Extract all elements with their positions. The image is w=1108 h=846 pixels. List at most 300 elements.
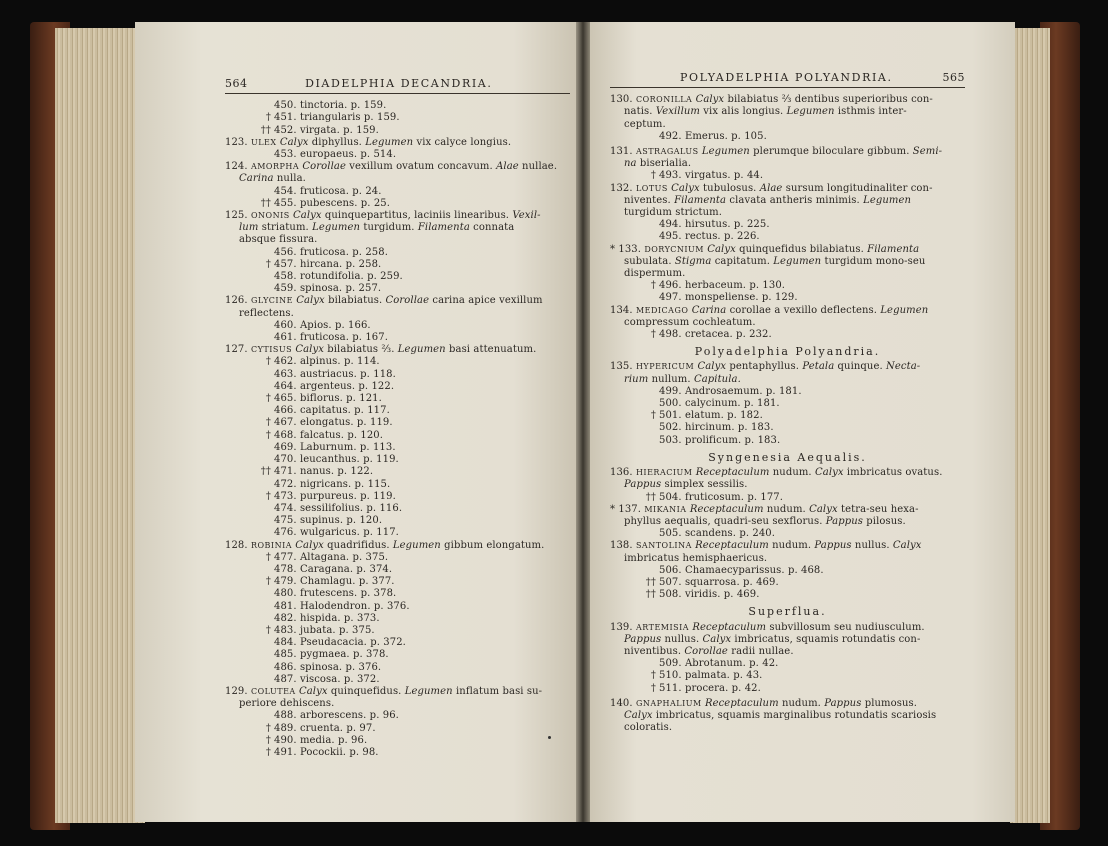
description-line [610,374,965,386]
text-run: nudum. [768,540,815,552]
text-run: inflatum basi su- [452,685,543,697]
description-line [225,173,570,185]
species-line [610,280,965,292]
species-text: 460. Apios. p. 166. [274,319,371,331]
ink-spot [548,736,551,739]
marker: †† [260,197,271,209]
genus-entry [225,295,570,307]
species-text: 476. wulgaricus. p. 117. [274,527,399,539]
italic-term: Legumen [786,106,835,118]
species-line [225,674,570,686]
species-line [225,564,570,576]
species-text: 483. jubata. p. 375. [274,624,375,636]
genus-entry [610,698,965,710]
italic-term: Calyx [279,136,309,148]
species-line [610,589,965,601]
italic-term: Receptaculum [689,503,764,515]
species-text: 487. viscosa. p. 372. [274,673,380,685]
species-text: 451. triangularis p. 159. [274,112,400,124]
genus-entry [225,686,570,698]
species-line [225,417,570,429]
text-run: quinquefidus. [327,685,405,697]
italic-term: Calyx [671,182,700,194]
marker: † [265,746,271,758]
marker: †† [645,589,656,601]
text-run: plumosus. [861,697,918,709]
italic-term: Calyx [295,539,324,551]
entry-number: 140. [610,697,636,709]
text-run: basi attenuatum. [445,344,537,356]
species-text: 493. virgatus. p. 44. [659,170,764,182]
description-line [610,317,965,329]
species-line [225,405,570,417]
italic-term: Legumen [863,194,912,206]
italic-term: Calyx [298,685,328,697]
text-run: nulla. [273,173,306,185]
italic-term: Legumen [365,136,414,148]
species-text: 472. nigricans. p. 115. [274,478,391,490]
description-line [610,268,965,280]
species-line [225,259,570,271]
italic-term: Receptaculum [695,467,770,479]
italic-term: Legumen [312,222,361,234]
species-line [610,658,965,670]
italic-term: Receptaculum [695,540,769,552]
text-run: quinque. [834,361,887,373]
text-run: subulata. [624,255,675,267]
entry-number: 127. [225,344,251,356]
marker: †† [645,576,656,588]
species-text: 496. herbaceum. p. 130. [659,280,786,292]
species-line [610,329,965,341]
text-run: imbricatus hemisphaericus. [624,552,768,564]
page-number: 564 [225,77,248,90]
right-page-body [610,94,965,734]
text-run: corollae a vexillo deflectens. [726,304,881,316]
species-text: 505. scandens. p. 240. [659,528,776,540]
book-gutter [576,22,590,822]
species-text: 469. Laburnum. p. 113. [274,441,396,453]
genus-entry [610,540,965,552]
species-line [225,552,570,564]
species-line [225,393,570,405]
italic-term: Receptaculum [704,697,779,709]
text-run: clavata antheris minimis. [726,194,864,206]
text-run: vix alis longius. [700,106,787,118]
right-page-edges [1010,28,1050,823]
description-line [610,158,965,170]
species-text: 491. Pocockii. p. 98. [274,746,379,758]
left-page-text [225,78,570,759]
text-run: quinquepartitus, laciniis linearibus. [321,210,513,222]
species-line [225,588,570,600]
species-text: 501. elatum. p. 182. [659,410,763,422]
species-line [225,332,570,344]
species-text: 481. Halodendron. p. 376. [274,600,410,612]
italic-term: Calyx [892,540,922,552]
species-text: 511. procera. p. 42. [659,682,761,694]
text-run: reflectens. [239,307,294,319]
entry-number: 129. [225,685,251,697]
marker: † [650,682,656,694]
italic-term: Legumen [880,304,929,316]
species-text: 486. spinosa. p. 376. [274,661,382,673]
genus-entry [610,467,965,479]
genus-entry [225,540,570,552]
genus-name: ULEX [250,137,277,147]
species-text: 489. cruenta. p. 97. [274,722,376,734]
species-line [610,292,965,304]
italic-term: Stigma [674,255,712,267]
species-line [225,100,570,112]
species-text: 498. cretacea. p. 232. [659,329,772,341]
text-run: nullus. [851,540,893,552]
entry-number: 126. [225,295,251,307]
text-run: dispermum. [624,268,686,280]
text-run: coloratis. [624,722,673,734]
genus-name: LOTUS [635,183,668,193]
marker: † [650,329,656,341]
genus-name: HIERACIUM [635,468,693,478]
genus-name: HYPERICUM [635,362,695,372]
species-text: 455. pubescens. p. 25. [274,197,391,209]
text-run: niventibus. [624,645,685,657]
genus-name: ASTRAGALUS [635,147,699,157]
text-run: bilabiatus ⅔. [323,344,398,356]
species-text: 477. Altagana. p. 375. [274,551,389,563]
marker: † [265,576,271,588]
text-run: tetra-seu hexa- [837,503,919,515]
italic-term: Calyx [295,344,324,356]
text-run: turgidum. [360,222,418,234]
description-line [610,256,965,268]
species-text: 456. fruticosa. p. 258. [274,246,388,258]
species-line [225,369,570,381]
italic-term: Necta- [886,361,921,373]
species-line [610,231,965,243]
genus-entry [225,210,570,222]
text-run: turgidum mono-seu [821,255,926,267]
species-text: 454. fruticosa. p. 24. [274,185,382,197]
species-text: 462. alpinus. p. 114. [274,356,380,368]
species-line [610,219,965,231]
species-text: 464. argenteus. p. 122. [274,380,395,392]
left-page-edges [55,28,145,823]
species-text: 509. Abrotanum. p. 42. [659,658,779,670]
text-run: connata [469,222,515,234]
text-run: imbricatus, squamis rotundatis con- [731,633,921,645]
species-text: 480. frutescens. p. 378. [274,588,397,600]
description-line [610,119,965,131]
species-line [225,503,570,515]
italic-term: Carina [691,304,727,316]
text-run: bilabiatus ⅔ dentibus superioribus con- [724,94,933,106]
italic-term: Calyx [624,709,653,721]
description-line [610,646,965,658]
genus-name: ROBINIA [250,540,293,550]
italic-term: Vexillum [655,106,700,118]
right-page-header [610,72,965,88]
species-text: 471. nanus. p. 122. [274,466,374,478]
italic-term: Calyx [815,467,844,479]
italic-term: Pappus [814,540,852,552]
entry-number: 128. [225,539,251,551]
text-run: phyllus aequalis, quadri-seu sexflorus. [624,515,826,527]
marker: † [265,393,271,405]
marker: †† [260,466,271,478]
italic-term: Calyx [697,361,727,373]
description-line [610,634,965,646]
text-run: striatum. [258,222,313,234]
species-text: 468. falcatus. p. 120. [274,429,384,441]
text-run: nullum. [648,373,694,385]
species-line [225,515,570,527]
species-line [225,576,570,588]
species-line [225,466,570,478]
species-text: 492. Emerus. p. 105. [659,130,767,142]
species-text: 484. Pseudacacia. p. 372. [274,637,406,649]
description-line [610,195,965,207]
text-run: sursum longitudinaliter con- [782,182,933,194]
species-text: 507. squarrosa. p. 469. [659,576,779,588]
species-text: 503. prolificum. p. 183. [659,434,781,446]
description-line [610,479,965,491]
genus-entry [225,161,570,173]
species-line [225,649,570,661]
italic-term: Pappus [824,697,862,709]
species-line [225,723,570,735]
species-text: 467. elongatus. p. 119. [274,417,393,429]
text-run: imbricatus, squamis marginalibus rotundatis scariosis [652,709,937,721]
species-line [225,601,570,613]
italic-term: Calyx [293,210,322,222]
species-line [225,454,570,466]
description-line [610,722,965,734]
genus-entry [225,344,570,356]
species-text: 499. Androsaemum. p. 181. [659,385,802,397]
entry-number: 132. [610,182,636,194]
italic-term: Carina [239,173,274,185]
species-text: 458. rotundifolia. p. 259. [274,271,403,283]
description-line [610,207,965,219]
italic-term: Capitula. [693,373,741,385]
text-run: quadrifidus. [323,539,393,551]
species-line [610,528,965,540]
italic-term: Legumen [404,685,453,697]
description-line [610,516,965,528]
italic-term: lum [239,222,259,234]
text-run: quinquefidus bilabiatus. [735,243,868,255]
marker: †† [645,491,656,503]
species-line [225,527,570,539]
species-line [225,442,570,454]
species-text: 490. media. p. 96. [274,734,368,746]
species-line [225,149,570,161]
species-line [225,625,570,637]
text-run: vexillum ovatum concavum. [345,161,497,173]
entry-number: * 137. [610,503,645,515]
genus-name: GNAPHALIUM [635,698,702,708]
species-line [610,435,965,447]
marker: † [265,551,271,563]
genus-entry [610,183,965,195]
text-run: nullae. [518,161,558,173]
marker: † [650,410,656,422]
species-line [610,422,965,434]
genus-entry [610,94,965,106]
text-run: pentaphyllus. [726,361,803,373]
section-heading: Syngenesia Aequalis. [708,451,867,464]
text-run: turgidum strictum. [624,207,722,219]
italic-term: rium [624,373,649,385]
text-run: subvillosum seu nudiusculum. [766,621,925,633]
species-line [225,735,570,747]
marker: † [650,670,656,682]
species-line [225,112,570,124]
species-line [225,186,570,198]
species-text: 506. Chamaecyparissus. p. 468. [659,564,824,576]
text-run: vix calyce longius. [413,136,512,148]
text-run: carina apice vexillum [429,295,543,307]
italic-term: Petala [802,361,835,373]
italic-term: Alae [759,182,783,194]
species-line [225,710,570,722]
species-text: 466. capitatus. p. 117. [274,405,390,417]
text-run: bilabiatus. [324,295,386,307]
genus-name: COLUTEA [250,686,296,696]
description-line [225,234,570,246]
marker: † [265,624,271,636]
italic-term: Corollae [302,161,346,173]
species-text: 461. fruticosa. p. 167. [274,332,388,344]
marker: † [265,429,271,441]
species-text: 488. arborescens. p. 96. [274,710,399,722]
text-run: niventes. [624,194,675,206]
entry-number: 124. [225,161,251,173]
left-page-body [225,100,570,759]
species-text: 497. monspeliense. p. 129. [659,292,798,304]
species-text: 474. sessilifolius. p. 116. [274,502,403,514]
entry-number: 123. [225,136,251,148]
marker: †† [260,124,271,136]
description-line [225,308,570,320]
species-text: 478. Caragana. p. 374. [274,563,393,575]
italic-term: Legumen [392,539,441,551]
section-heading: Polyadelphia Polyandria. [694,346,881,359]
italic-term: na [624,158,637,170]
species-line [225,320,570,332]
species-text: 470. leucanthus. p. 119. [274,454,399,466]
text-run: nudum. [769,467,815,479]
species-line [225,198,570,210]
genus-name: ONONIS [250,211,290,221]
marker: † [265,356,271,368]
marker: † [650,280,656,292]
species-line [225,247,570,259]
italic-term: Calyx [702,633,732,645]
species-text: 508. viridis. p. 469. [659,589,760,601]
text-run: natis. [624,106,656,118]
species-text: 495. rectus. p. 226. [659,231,760,243]
species-line [610,131,965,143]
species-text: 504. fruticosum. p. 177. [659,491,784,503]
text-run: ceptum. [624,118,666,130]
genus-name: GLYCINE [250,296,293,306]
entry-number: 136. [610,467,636,479]
genus-name: DORYCNIUM [644,244,704,254]
text-run: simplex sessilis. [661,479,748,491]
italic-term: Legumen [773,255,822,267]
species-line [610,410,965,422]
description-line [610,710,965,722]
entry-number: 125. [225,210,251,222]
marker: † [265,722,271,734]
genus-name: CYTISUS [250,345,293,355]
italic-term: Legumen [701,146,750,158]
text-run: periore dehiscens. [239,698,335,710]
marker: † [265,112,271,124]
italic-term: Pappus [624,633,662,645]
entry-number: 139. [610,621,636,633]
description-line [610,106,965,118]
text-run: tubulosus. [699,182,760,194]
species-text: 473. purpureus. p. 119. [274,490,396,502]
text-run: pilosus. [862,515,906,527]
text-run: radii nullae. [727,645,794,657]
species-text: 500. calycinum. p. 181. [659,398,780,410]
italic-term: Filamenta [867,243,920,255]
species-line [225,271,570,283]
running-title: DIADELPHIA DECANDRIA. [305,77,493,90]
species-line [610,683,965,695]
species-line [225,479,570,491]
genus-name: CORONILLA [635,95,693,105]
italic-term: Legumen [397,344,446,356]
italic-term: Corollae [385,295,430,307]
section-heading: Superflua. [748,606,827,619]
species-line [225,356,570,368]
text-run: plerumque biloculare gibbum. [749,146,913,158]
genus-name: SANTOLINA [635,541,692,551]
genus-name: MEDICAGO [635,305,689,315]
species-text: 459. spinosa. p. 257. [274,283,382,295]
genus-name: MIKANIA [644,504,687,514]
marker: † [265,417,271,429]
species-line [610,386,965,398]
genus-name: ARTEMISIA [635,622,690,632]
entry-number: 131. [610,146,636,158]
italic-term: Receptaculum [692,621,767,633]
genus-entry [610,305,965,317]
species-text: 485. pygmaea. p. 378. [274,649,389,661]
italic-term: Semi- [912,146,943,158]
text-run: nullus. [661,633,703,645]
entry-number: 130. [610,94,636,106]
italic-term: Vexil- [512,210,541,222]
species-line [610,670,965,682]
text-run: compressum cochleatum. [624,316,756,328]
running-title: POLYADELPHIA POLYANDRIA. [679,71,893,84]
marker: † [265,734,271,746]
italic-term: Calyx [809,503,838,515]
text-run: biserialia. [636,158,692,170]
species-line [225,125,570,137]
species-line [610,565,965,577]
species-text: 502. hircinum. p. 183. [659,422,774,434]
marker: † [650,170,656,182]
entry-number: 138. [610,540,636,552]
text-run: nudum. [763,503,810,515]
